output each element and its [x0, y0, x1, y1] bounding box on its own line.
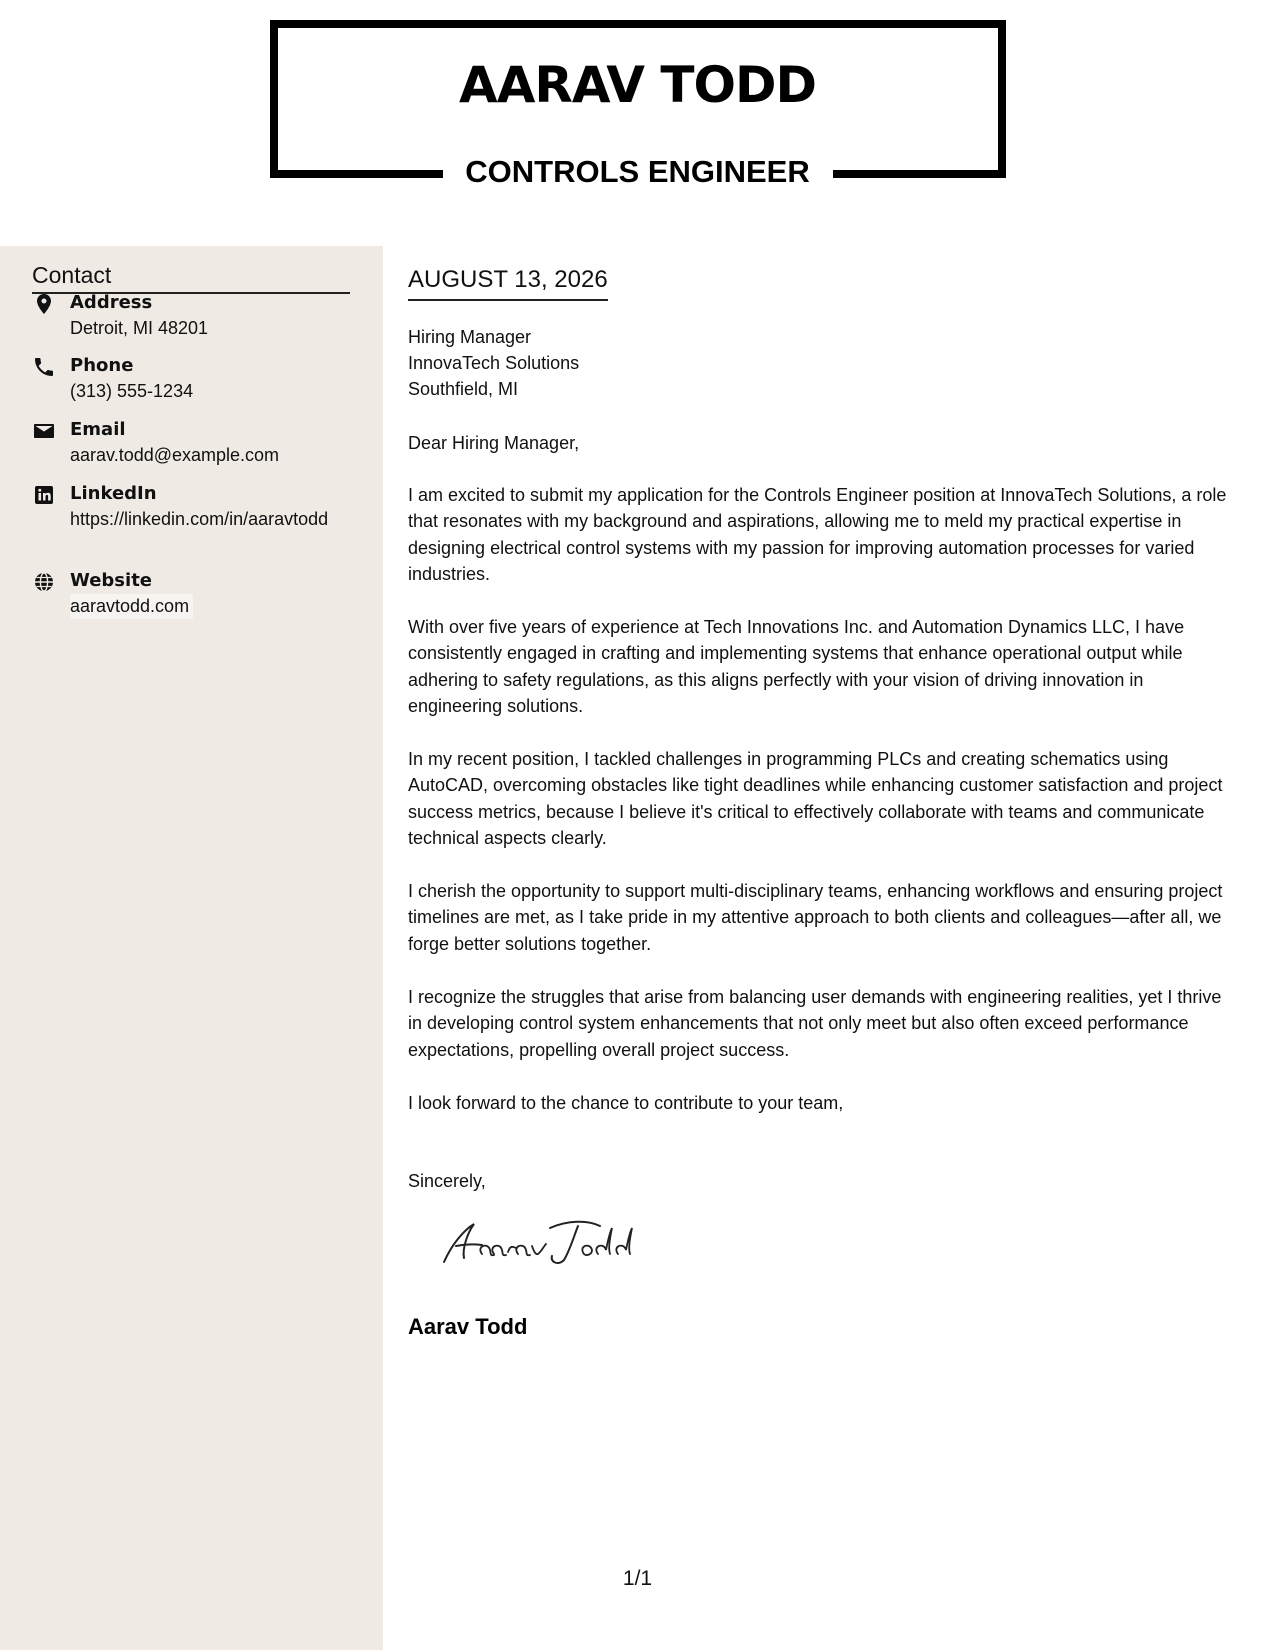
globe-icon: [32, 570, 56, 594]
contact-label: Address: [70, 292, 153, 313]
job-title: CONTROLS ENGINEER: [465, 154, 810, 189]
contact-value: (313) 555-1234: [70, 381, 194, 401]
signer-name: Aarav Todd: [408, 1314, 528, 1339]
contact-label: LinkedIn: [70, 483, 157, 504]
map-pin-icon: [32, 292, 56, 316]
contact-value: https://linkedin.com/in/aaravtodd: [70, 509, 329, 529]
handwritten-signature: [438, 1214, 658, 1274]
applicant-name: AARAV TODD: [459, 56, 816, 114]
contact-label: Phone: [70, 355, 134, 376]
envelope-icon: [32, 419, 56, 443]
frame-top-border: [270, 20, 1006, 28]
contact-label: Email: [70, 419, 126, 440]
salutation: Dear Hiring Manager,: [408, 433, 580, 453]
letter-paragraph: I cherish the opportunity to support multi-disciplinary teams, enhancing workflows and ensuring project timelines are met, as I take pride in my attentive approach to both clients and colleagues—after all, we forge better solutions together.: [408, 881, 1223, 954]
letter-paragraph: I am excited to submit my application for the Controls Engineer position at InnovaTech Solutions, a role that resonates with my background and aspirations, allowing me to meld my practical expertise in designing electrical control systems with my passion for improving automation processes for varied industries.: [408, 485, 1227, 584]
linkedin-icon: [32, 483, 56, 507]
contact-value: aarav.todd@example.com: [70, 445, 280, 465]
letter-paragraph: I look forward to the chance to contribute to your team,: [408, 1093, 844, 1113]
letter-paragraph: With over five years of experience at Tech Innovations Inc. and Automation Dynamics LLC, I have consistently engaged in crafting and implementing systems that enhance operational output while adhering to safety regulations, as this aligns perfectly with your vision of driving innovation in engineering solutions.: [408, 617, 1185, 716]
letter-paragraph: I recognize the struggles that arise from balancing user demands with engineering realities, yet I thrive in developing control system enhancements that not only meet but also often exceed performance expectations, propelling overall project success.: [408, 987, 1222, 1060]
contact-value: Detroit, MI 48201: [70, 318, 209, 338]
contact-label: Website: [70, 570, 153, 591]
page-number: 1/1: [622, 1567, 653, 1590]
contact-heading: Contact: [32, 262, 350, 294]
recipient-line: Hiring Manager: [408, 327, 532, 347]
letter-date: AUGUST 13, 2026: [408, 266, 608, 301]
recipient-block: [408, 324, 579, 402]
letter-paragraph: In my recent position, I tackled challenges in programming PLCs and creating schematics using AutoCAD, overcoming obstacles like tight deadlines while enhancing customer satisfaction and project success metrics, because I believe it's critical to effectively collaborate with teams and communicate technical aspects clearly.: [408, 749, 1223, 848]
recipient-line: InnovaTech Solutions: [408, 353, 580, 373]
contact-value: aaravtodd.com: [70, 594, 193, 619]
contact-sidebar: [0, 246, 383, 1650]
header: [0, 0, 1275, 246]
phone-icon: [32, 355, 56, 379]
recipient-line: Southfield, MI: [408, 379, 519, 399]
closing: Sincerely,: [408, 1171, 486, 1191]
